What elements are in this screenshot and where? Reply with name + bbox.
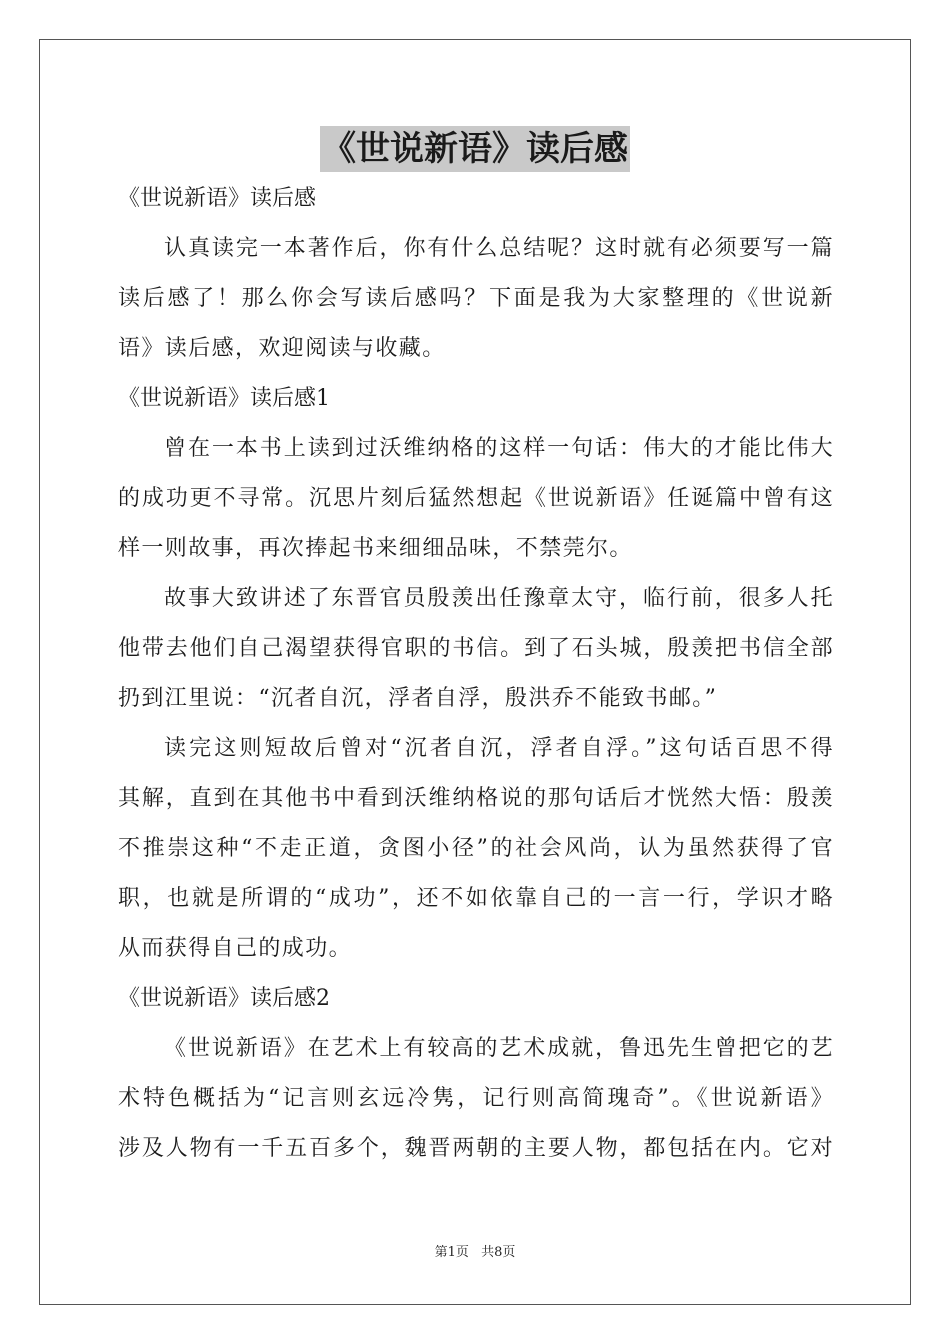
page-footer [0, 1244, 950, 1262]
paragraph-line: 读完这则短故后曾对“沉者自沉，浮者自浮。”这句话百思不得 [164, 736, 834, 761]
paragraph-line: 涉及人物有一千五百多个，魏晋两朝的主要人物，都包括在内。它对 [118, 1136, 834, 1161]
page-number-total: 共8页 [481, 1245, 516, 1260]
document-title: 《世说新语》读后感 [320, 126, 630, 172]
paragraph-line: 职，也就是所谓的“成功”，还不如依靠自己的一言一行，学识才略 [118, 886, 834, 911]
paragraph-line: 《世说新语》在艺术上有较高的艺术成就，鲁迅先生曾把它的艺 [164, 1036, 834, 1061]
paragraph-line: 不推崇这种“不走正道，贪图小径”的社会风尚，认为虽然获得了官 [118, 836, 834, 861]
section-heading-1: 《世说新语》读后感1 [118, 386, 330, 411]
paragraph-line: 术特色概括为“记言则玄远冷隽，记行则高简瑰奇”。《世说新语》 [118, 1086, 834, 1111]
section-heading-2: 《世说新语》读后感2 [118, 986, 330, 1011]
intro-heading: 《世说新语》读后感 [118, 186, 317, 211]
paragraph-line: 故事大致讲述了东晋官员殷羡出任豫章太守，临行前，很多人托 [164, 586, 834, 611]
paragraph-line: 从而获得自己的成功。 [118, 936, 353, 961]
title-container [0, 126, 950, 172]
paragraph-line: 曾在一本书上读到过沃维纳格的这样一句话：伟大的才能比伟大 [164, 436, 834, 461]
paragraph-line: 扔到江里说：“沉者自沉，浮者自浮，殷洪乔不能致书邮。” [118, 686, 718, 711]
paragraph-line: 的成功更不寻常。沉思片刻后猛然想起《世说新语》任诞篇中曾有这 [118, 486, 834, 511]
paragraph-line: 他带去他们自己渴望获得官职的书信。到了石头城，殷羡把书信全部 [118, 636, 834, 661]
paragraph-line: 认真读完一本著作后，你有什么总结呢？这时就有必须要写一篇 [164, 236, 834, 261]
paragraph-line: 读后感了！那么你会写读后感吗？下面是我为大家整理的《世说新 [118, 286, 834, 311]
paragraph-line: 样一则故事，再次捧起书来细细品味，不禁莞尔。 [118, 536, 633, 561]
paragraph-line: 其解，直到在其他书中看到沃维纳格说的那句话后才恍然大悟：殷羡 [118, 786, 834, 811]
page-number-current: 第1页 [434, 1245, 469, 1260]
paragraph-line: 语》读后感，欢迎阅读与收藏。 [118, 336, 446, 361]
page-border [39, 39, 911, 1305]
